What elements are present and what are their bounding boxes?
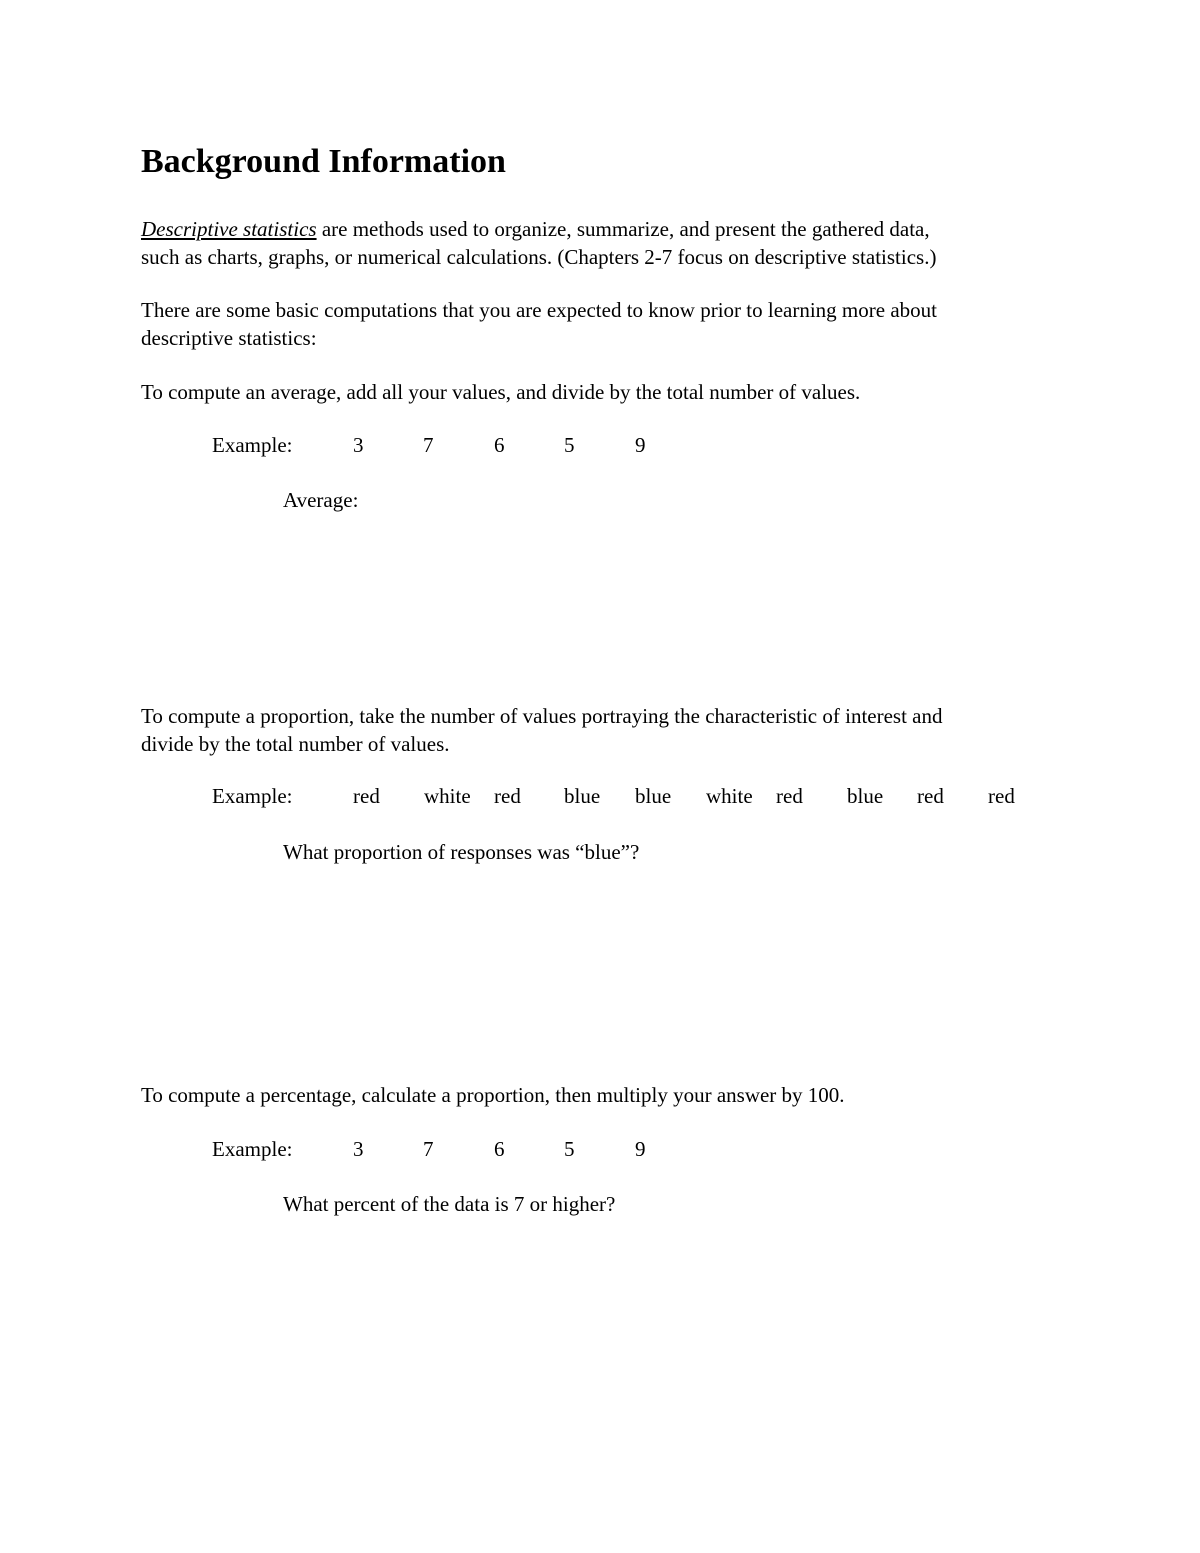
intro-line2-text: such as charts, graphs, or numerical calculations. (Chapters 2-7 focus on descriptive statistics.) bbox=[141, 245, 937, 269]
example-value: blue bbox=[564, 784, 601, 808]
example-value: 5 bbox=[564, 1137, 575, 1161]
example-value: 6 bbox=[494, 1137, 505, 1161]
page-title: Background Information bbox=[141, 143, 506, 180]
example-value: 3 bbox=[353, 433, 364, 457]
percentage-prompt: What percent of the data is 7 or higher? bbox=[283, 1192, 616, 1216]
percentage-example-row bbox=[0, 1135, 1200, 1163]
example-value: 7 bbox=[423, 1137, 434, 1161]
example-value: white bbox=[706, 784, 753, 808]
percentage-instruction: To compute a percentage, calculate a proportion, then multiply your answer by 100. bbox=[141, 1083, 845, 1107]
example-value: red bbox=[917, 784, 944, 808]
proportion-instruction-line1: To compute a proportion, take the number of values portraying the characteristic of interest and bbox=[141, 704, 943, 728]
average-instruction: To compute an average, add all your values, and divide by the total number of values. bbox=[141, 380, 861, 404]
example-value: 6 bbox=[494, 433, 505, 457]
example-value: blue bbox=[635, 784, 672, 808]
proportion-prompt: What proportion of responses was “blue”? bbox=[283, 840, 640, 864]
example-value: 9 bbox=[635, 433, 646, 457]
example-value: 9 bbox=[635, 1137, 646, 1161]
basic-computations-line1: There are some basic computations that you are expected to know prior to learning more about bbox=[141, 298, 937, 322]
basic-computations-line2: descriptive statistics: bbox=[141, 326, 317, 350]
example-label: Example: bbox=[212, 1137, 293, 1161]
average-example-row bbox=[0, 431, 1200, 459]
example-value: red bbox=[776, 784, 803, 808]
example-value: red bbox=[353, 784, 380, 808]
proportion-example-row bbox=[0, 782, 1200, 810]
example-label: Example: bbox=[212, 784, 293, 808]
average-prompt: Average: bbox=[283, 488, 359, 512]
descriptive-statistics-term: Descriptive statistics bbox=[141, 217, 317, 241]
example-value: white bbox=[424, 784, 471, 808]
example-value: 7 bbox=[423, 433, 434, 457]
intro-paragraph bbox=[141, 215, 1061, 271]
example-value: 3 bbox=[353, 1137, 364, 1161]
example-label: Example: bbox=[212, 433, 293, 457]
example-value: red bbox=[494, 784, 521, 808]
example-value: red bbox=[988, 784, 1015, 808]
example-value: blue bbox=[847, 784, 884, 808]
basic-computations-paragraph bbox=[141, 296, 1061, 352]
proportion-instruction bbox=[141, 702, 1061, 758]
proportion-instruction-line2: divide by the total number of values. bbox=[141, 732, 450, 756]
example-value: 5 bbox=[564, 433, 575, 457]
intro-line1-text: are methods used to organize, summarize, and present the gathered data, bbox=[316, 217, 930, 241]
